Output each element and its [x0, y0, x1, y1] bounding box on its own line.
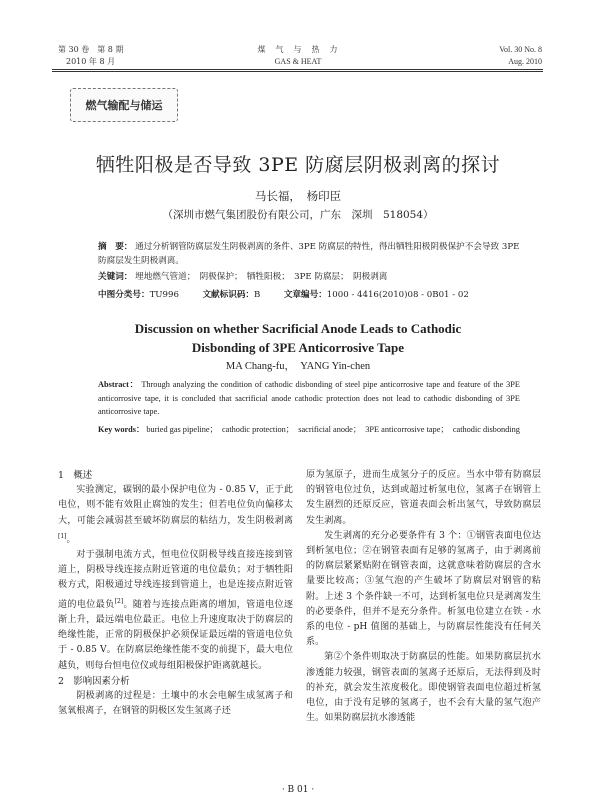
page-title-en-line2: Disbonding of 3PE Anticorrosive Tape	[191, 340, 405, 355]
abstract-cn	[98, 240, 520, 268]
paragraph-3: 阴极剥离的过程是：土壤中的水会电解生成氢离子和氢氧根离子，在钢管的阴极区发生氢离子还	[58, 690, 293, 717]
paragraph-6: 第②个条件则取决于防腐层的性能。如果防腐层抗水渗透能力较强，钢管表面的氢离子还原后，无法得到及时的补充，就会发生浓度极化。即使钢管表面电位超过析氢电位，由于没有足够的氢离子，也不会有大量的氢气泡产生。如果防腐层抗水渗透能	[306, 652, 541, 724]
abstract-en-text: Through analyzing the condition of cathodic disbonding of steel pipe anticorrosive tape and feature of the 3PE anticorrosive tape, it is concluded that sacrificial anode cathodic protection does not lead to cathodic disbonding of 3PE anticorrosive tape.	[98, 380, 520, 416]
section-1-heading: 1 概述	[58, 470, 93, 481]
header-date-en: Aug. 2010	[508, 57, 542, 66]
paragraph-5: 发生剥离的充分必要条件有 3 个：①钢管表面电位达到析氢电位；②在钢管表面有足够的氢离子，由于剥离前的防腐层紧紧贴附在钢管表面，这就意味着防腐层的含水量要比较高；③氢气泡的产生破坏了防腐层对钢管的粘附。上述 3 个条件缺一不可，达到析氢电位只是剥离发生的必要条件，但并不是充分条件。析氢电位建立在铁 - 水系的电位 - pH 值图的基础上，与防腐层性能没有任何关系。	[306, 530, 541, 648]
header-rule-thin	[52, 71, 543, 72]
affiliation-cn: （深圳市燃气集团股份有限公司，广东 深圳 518054）	[162, 209, 434, 221]
abstract-en-label: Abstract：	[98, 380, 139, 389]
header-journal-cn: 煤 气 与 热 力	[257, 45, 339, 54]
citation-1: [1]	[58, 532, 67, 540]
classification-line	[98, 288, 520, 302]
keywords-en-text: buried gas pipeline； cathodic protection； sacrificial anode； 3PE anticorrosive tape； cathodic disbonding	[146, 425, 520, 434]
paragraph-2: 对于强制电流方式，恒电位仪阴极导线直接连接到管道上，阴极导线连接点附近管道的电位最负；对于牺牲阳极方式，阳极通过导线连接到管道上，也是连接点附近管道的电位最负[2]。随着与连接点距离的增加，管道电位逐渐上升，最远端电位最正。电位上升速度取决于防腐层的绝缘性能，正常的阴极保护必须保证最远端的管道电位负于 - 0.85 V。在防腐层绝缘性能不变的前提下，最大电位越负，则每台恒电位仪或每组阳极保护距离就越长。	[58, 550, 293, 671]
header-date: 2010 年 8 月	[66, 57, 116, 66]
page-title-cn: 牺牲阳极是否导致 3PE 防腐层阴极剥离的探讨	[95, 154, 501, 176]
header-volume-en: Vol. 30 No. 8	[499, 45, 542, 54]
header-rule	[52, 69, 543, 70]
doc-label: 文献标识码：	[202, 290, 255, 300]
keywords-cn-label: 关键词：	[98, 272, 133, 282]
clc-label: 中图分类号：	[98, 290, 150, 300]
page-number: · B 01 ·	[281, 785, 315, 795]
keywords-en-label: Key words：	[98, 425, 145, 434]
authors-cn: 马长福， 杨印臣	[254, 189, 342, 203]
doc-value: B	[254, 290, 261, 300]
article-label: 文章编号：	[283, 290, 327, 300]
keywords-en	[98, 423, 520, 437]
body-column-left	[58, 468, 293, 719]
paragraph-4: 原为氢原子，进而生成氢分子的反应。当水中带有防腐层的钢管电位过负，达到或超过析氢电位，氢离子在钢管上发生剧烈的还原反应，管道表面会析出氢气，导致防腐层发生剥离。	[306, 470, 541, 526]
header-journal-en: GAS & HEAT	[274, 57, 322, 66]
keywords-cn-text: 埋地燃气管道； 阴极保护； 牺牲阳极； 3PE 防腐层； 阴极剥离	[135, 272, 388, 282]
abstract-cn-text: 通过分析钢管防腐层发生阴极剥离的条件、3PE 防腐层的特性，得出牺牲阳极阴极保护不会导致 3PE 防腐层发生阴极剥离。	[98, 242, 520, 266]
keywords-cn	[98, 270, 520, 284]
header-volume: 第 30 卷 第 8 期	[58, 45, 124, 54]
abstract-en	[98, 378, 520, 419]
authors-en: MA Chang-fu， YANG Yin-chen	[225, 361, 371, 372]
citation-2: [2]	[114, 597, 124, 605]
clc-value: TU996	[149, 290, 179, 300]
section-banner: 燃气输配与储运	[70, 88, 178, 122]
abstract-cn-label: 摘 要：	[98, 242, 133, 252]
paragraph-1: 实验测定，碳钢的最小保护电位为 - 0.85 V，正于此电位，则不能有效阻止腐蚀的发生；但若电位负向偏移太大，可能会减弱甚至破坏防腐层的粘结力，发生阴极剥离[1]。	[58, 485, 293, 545]
page-title-en-line1: Discussion on whether Sacrificial Anode Leads to Cathodic	[134, 321, 462, 336]
article-value: 1000 - 4416(2010)08 - 0B01 - 02	[326, 290, 469, 300]
body-column-right	[306, 468, 541, 726]
section-2-heading: 2 影响因素分析	[58, 675, 130, 687]
